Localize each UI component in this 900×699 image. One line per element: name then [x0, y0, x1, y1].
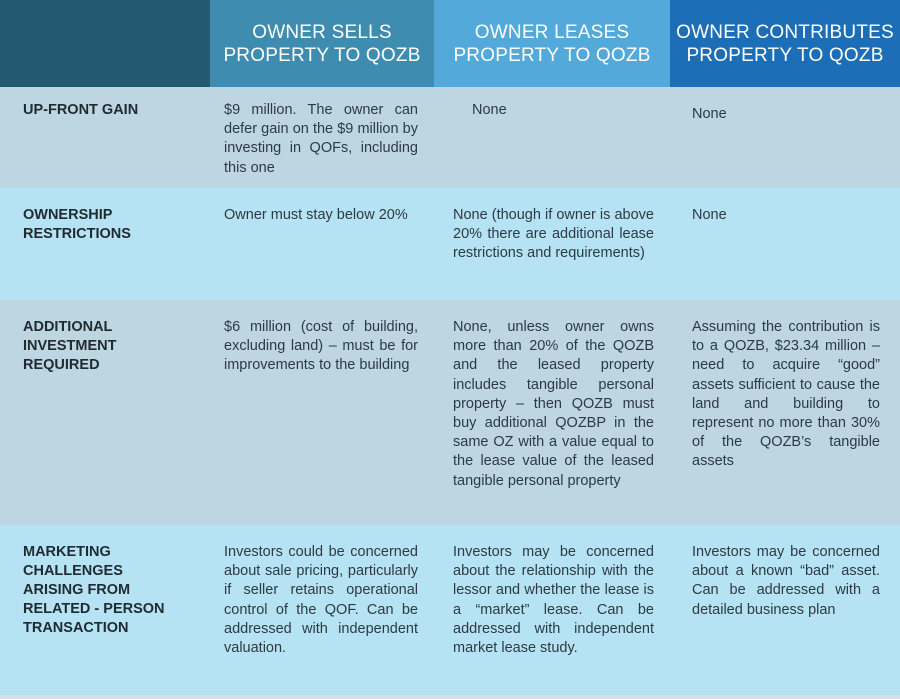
row-label-line: ARISING FROM	[23, 582, 131, 598]
header-owner-leases-line2: PROPERTY TO QOZB	[453, 44, 651, 66]
row-label	[23, 318, 193, 375]
row-label	[23, 543, 193, 638]
row-label	[23, 101, 193, 120]
table-row-marketing-challenges	[0, 525, 900, 695]
cell-owner-leases: None (though if owner is above 20% there are additional lease restrictions and requirements)	[453, 207, 654, 262]
row-label-line: CHALLENGES	[23, 563, 123, 579]
header-owner-contributes-line1: OWNER CONTRIBUTES	[676, 21, 894, 43]
header-owner-sells-line1: OWNER SELLS	[252, 21, 392, 43]
table-row-ownership-restrictions	[0, 188, 900, 300]
cell-owner-contributes: None	[692, 207, 727, 223]
cell-owner-contributes: Assuming the contribution is to a QOZB, $23.34 million – need to acquire “good” assets sufficient to cause the land and building to represent no more than 30% of the QOZB’s tangible assets	[692, 319, 880, 470]
header-owner-leases	[434, 0, 670, 87]
header-owner-contributes	[670, 0, 900, 87]
header-owner-sells-line2: PROPERTY TO QOZB	[223, 44, 421, 66]
row-label-line: RELATED - PERSON	[23, 601, 165, 617]
table-row-additional-investment	[0, 300, 900, 525]
cell-owner-sells: Owner must stay below 20%	[224, 207, 408, 223]
row-label-line: OWNERSHIP	[23, 207, 113, 223]
table-row-up-front-gain	[0, 87, 900, 188]
row-label-line: TRANSACTION	[23, 620, 129, 636]
row-label	[23, 206, 193, 244]
cell-owner-leases: None, unless owner owns more than 20% of the QOZB and the leased property includes tangible personal property – then QOZB must buy additional QOZBP in the same OZ with a value equal to the lease value of the leased tangible personal property	[453, 319, 654, 489]
cell-owner-leases: Investors may be concerned about the relationship with the lessor and whether the lease is a “market” lease. Can be addressed with independent market lease study.	[453, 544, 654, 657]
header-owner-contributes-line2: PROPERTY TO QOZB	[686, 44, 884, 66]
bottom-divider	[0, 695, 900, 699]
row-label-line: INVESTMENT	[23, 338, 117, 354]
row-label-line: UP-FRONT GAIN	[23, 102, 139, 118]
header-owner-leases-line1: OWNER LEASES	[474, 21, 630, 43]
header-blank-cell	[0, 0, 210, 87]
cell-owner-contributes: None	[692, 106, 727, 122]
cell-owner-sells: Investors could be concerned about sale pricing, particularly if seller retains operational control of the QOF. Can be addressed with independent valuation.	[224, 544, 418, 657]
row-label-line: REQUIRED	[23, 357, 100, 373]
row-label-line: RESTRICTIONS	[23, 226, 131, 242]
cell-owner-sells: $9 million. The owner can defer gain on the $9 million by investing in QOFs, including this one	[224, 102, 418, 176]
cell-owner-leases: None	[472, 102, 507, 118]
cell-owner-contributes: Investors may be concerned about a known “bad” asset. Can be addressed with a detailed business plan	[692, 544, 880, 618]
row-label-line: MARKETING	[23, 544, 111, 560]
header-owner-sells	[210, 0, 434, 87]
cell-owner-sells: $6 million (cost of building, excluding land) – must be for improvements to the building	[224, 319, 418, 374]
row-label-line: ADDITIONAL	[23, 319, 113, 335]
